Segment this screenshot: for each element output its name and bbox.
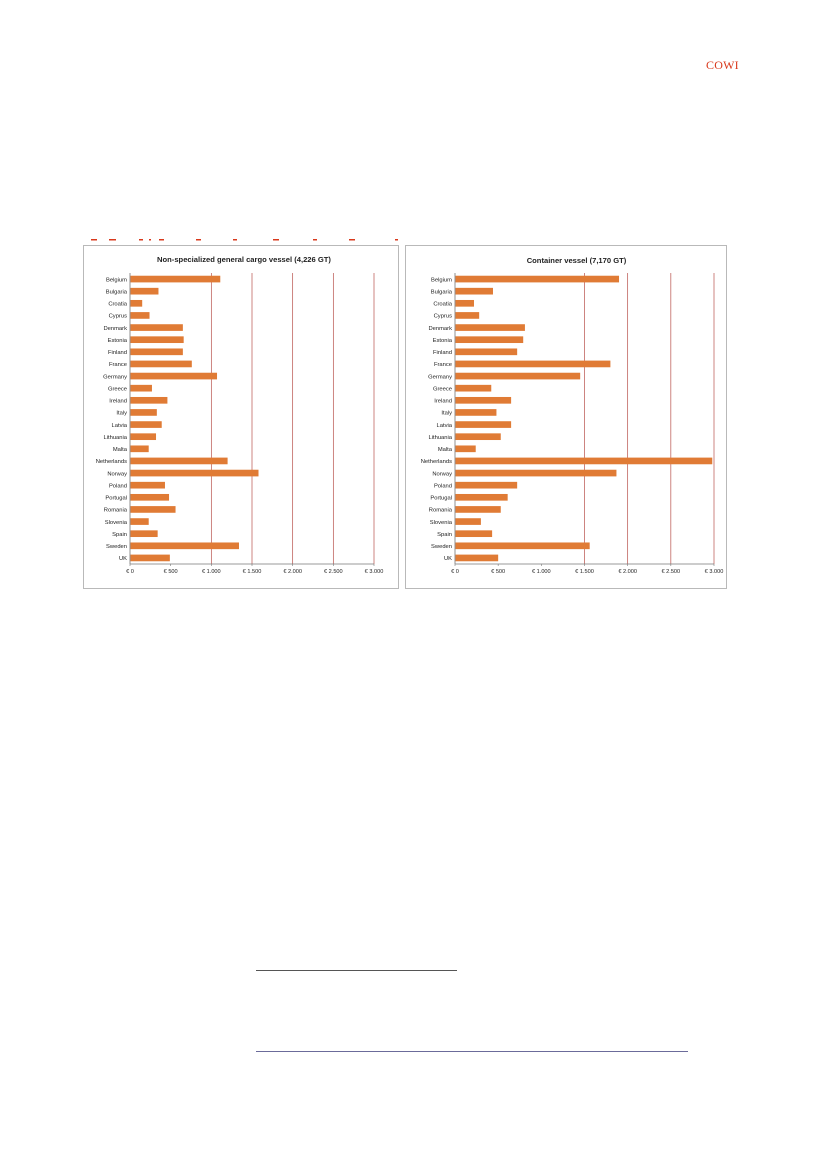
category-label: Italy: [116, 410, 127, 417]
tick-label: € 3.000: [704, 569, 724, 575]
bar-denmark: [456, 324, 525, 331]
tick-label: € 1.000: [531, 569, 551, 575]
bar-denmark: [131, 324, 183, 331]
bar-poland: [456, 482, 518, 489]
bar-poland: [131, 482, 165, 489]
category-label: Norway: [107, 471, 127, 478]
category-label: Bulgaria: [105, 289, 127, 296]
category-label: Malta: [437, 447, 452, 454]
bar-bulgaria: [131, 288, 159, 295]
category-label: Portugal: [430, 495, 452, 502]
category-label: Romania: [103, 507, 127, 514]
category-label: Estonia: [107, 337, 127, 344]
category-label: Croatia: [108, 301, 127, 308]
category-label: Croatia: [433, 301, 452, 308]
category-label: Ireland: [434, 398, 452, 405]
category-label: Ireland: [109, 398, 127, 405]
tick-label: € 0: [126, 569, 134, 575]
tick-label: € 500: [163, 569, 178, 575]
bar-ireland: [456, 397, 512, 404]
chart-container-vessel: [405, 245, 727, 589]
category-label: UK: [118, 556, 127, 563]
bar-cyprus: [131, 312, 150, 319]
footnote-separator: [256, 970, 457, 971]
category-label: Slovenia: [104, 519, 127, 526]
category-label: Greece: [432, 386, 452, 393]
chart-title: Container vessel (7,170 GT): [526, 256, 627, 265]
bar-france: [456, 361, 611, 368]
bar-estonia: [131, 336, 184, 343]
bar-uk: [131, 555, 170, 562]
bar-greece: [131, 385, 152, 392]
category-label: Denmark: [428, 325, 452, 332]
bar-greece: [456, 385, 492, 392]
category-label: Spain: [112, 531, 127, 538]
bar-ireland: [131, 397, 168, 404]
category-label: Denmark: [103, 325, 127, 332]
category-label: Bulgaria: [430, 289, 452, 296]
bar-portugal: [131, 494, 170, 501]
bar-slovenia: [456, 518, 481, 525]
bar-lithuania: [456, 433, 501, 440]
bar-finland: [456, 348, 518, 355]
tick-label: € 1.500: [242, 569, 262, 575]
bar-germany: [456, 373, 581, 380]
category-label: Sweden: [431, 544, 452, 551]
bar-belgium: [131, 276, 221, 283]
tick-label: € 3.000: [364, 569, 384, 575]
category-label: Romania: [428, 507, 452, 514]
tick-label: € 2.000: [618, 569, 638, 575]
bar-malta: [131, 445, 149, 452]
category-label: France: [108, 362, 127, 369]
category-label: Latvia: [436, 422, 452, 429]
category-label: Netherlands: [420, 459, 452, 466]
category-label: Poland: [108, 483, 127, 490]
category-label: Cyprus: [108, 313, 127, 320]
cowi-logo: COWI: [706, 58, 739, 72]
bar-netherlands: [456, 458, 713, 465]
bar-cyprus: [456, 312, 480, 319]
tick-label: € 0: [451, 569, 459, 575]
bar-italy: [131, 409, 157, 416]
category-label: Poland: [433, 483, 452, 490]
category-label: Spain: [437, 531, 452, 538]
bar-croatia: [131, 300, 143, 307]
category-label: Greece: [107, 386, 127, 393]
tick-label: € 1.000: [201, 569, 221, 575]
footer-rule: [256, 1051, 688, 1052]
bar-bulgaria: [456, 288, 493, 295]
category-label: Lithuania: [103, 434, 127, 441]
tick-label: € 2.500: [661, 569, 681, 575]
category-label: Belgium: [106, 277, 127, 284]
category-label: Cyprus: [433, 313, 452, 320]
bar-belgium: [456, 276, 620, 283]
bar-germany: [131, 373, 218, 380]
bar-italy: [456, 409, 497, 416]
bar-portugal: [456, 494, 508, 501]
tick-label: € 2.000: [283, 569, 303, 575]
bar-romania: [131, 506, 176, 513]
bar-lithuania: [131, 433, 157, 440]
category-label: Finland: [432, 350, 452, 357]
category-label: Belgium: [431, 277, 452, 284]
category-label: Netherlands: [95, 459, 127, 466]
bar-latvia: [456, 421, 512, 428]
bar-spain: [131, 530, 158, 537]
decorative-dashes: [91, 238, 401, 242]
bar-norway: [456, 470, 617, 477]
category-label: Sweden: [106, 544, 127, 551]
bar-france: [131, 361, 192, 368]
category-label: UK: [443, 556, 452, 563]
category-label: Slovenia: [429, 519, 452, 526]
bar-uk: [456, 555, 499, 562]
chart-title: Non-specialized general cargo vessel (4,226 GT): [157, 255, 331, 264]
bar-spain: [456, 530, 493, 537]
category-label: Malta: [112, 447, 127, 454]
category-label: Latvia: [111, 422, 127, 429]
bar-malta: [456, 445, 476, 452]
bar-sweden: [131, 542, 239, 549]
category-label: Italy: [441, 410, 452, 417]
bar-norway: [131, 470, 259, 477]
tick-label: € 500: [491, 569, 506, 575]
chart-general-cargo-vessel: [83, 245, 399, 589]
bar-sweden: [456, 542, 590, 549]
bar-netherlands: [131, 458, 228, 465]
bar-croatia: [456, 300, 474, 307]
category-label: Germany: [428, 374, 452, 381]
category-label: Lithuania: [428, 434, 452, 441]
category-label: Portugal: [105, 495, 127, 502]
category-label: Estonia: [432, 337, 452, 344]
category-label: France: [433, 362, 452, 369]
tick-label: € 1.500: [575, 569, 594, 575]
bar-latvia: [131, 421, 162, 428]
bar-romania: [456, 506, 501, 513]
bar-estonia: [456, 336, 524, 343]
bar-slovenia: [131, 518, 149, 525]
category-label: Norway: [432, 471, 452, 478]
category-label: Finland: [107, 350, 127, 357]
tick-label: € 2.500: [323, 569, 343, 575]
bar-finland: [131, 348, 183, 355]
category-label: Germany: [103, 374, 127, 381]
